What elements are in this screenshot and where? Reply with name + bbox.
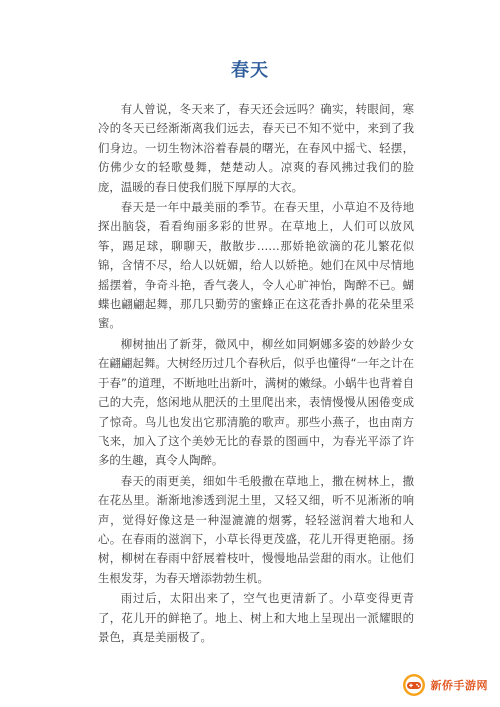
paragraph-5: 雨过后，太阳出来了，空气也更清新了。小草变得更青了，花儿开的鲜艳了。地上、树上和大地上呈现出一派耀眼的景色，真是美丽极了。 xyxy=(98,591,414,644)
game-controller-logo-icon xyxy=(401,673,427,697)
site-watermark xyxy=(398,671,495,699)
document-body xyxy=(98,100,414,648)
paragraph-1: 有人曾说，冬天来了，春天还会远吗？确实，转眼间，寒冷的冬天已经渐渐离我们远去，春天已不知不觉中，来到了我们身边。一切生物沐浴着春晨的曙光，在春风中摇弋、轻摆，仿佛少女的轻歌曼舞，楚楚动人。凉爽的春风拂过我们的脸庞，温暖的春日使我们脱下厚厚的大衣。 xyxy=(98,102,414,194)
paragraph-4: 春天的雨更美，细如牛毛般撒在草地上，撒在树林上，撒在花丛里。渐渐地渗透到泥土里，又轻又细，听不见淅淅的响声，觉得好像这是一种湿漉漉的烟雾，轻轻滋润着大地和人心。在春雨的滋润下，小草长得更茂盛，花儿开得更艳丽。扬树，柳树在春雨中舒展着枝叶，慢慢地品尝甜的雨水。让他们生根发芽，为春天增添勃勃生机。 xyxy=(98,473,414,585)
watermark-text: 新侨手游网 xyxy=(430,679,488,692)
paragraph-3: 柳树抽出了新芽，微风中，柳丝如同婀娜多姿的妙龄少女在翩翩起舞。大树经历过几个春秋后，似乎也懂得“一年之计在于春”的道理，不断地吐出新叶，满树的嫩绿。小蜗牛也背着自己的大壳，悠闲地从肥沃的土里爬出来，表情慢慢从困倦变成了惊奇。鸟儿也发出它那清脆的歌声。那些小燕子，也由南方飞来，加入了这个美妙无比的春景的图画中，为春光平添了许多的生趣，真令人陶醉。 xyxy=(98,336,414,468)
paragraph-2: 春天是一年中最美丽的季节。在春天里，小草迫不及待地探出脑袋，看看绚丽多彩的世界。在草地上，人们可以放风筝，踢足球，聊聊天，散散步……那娇艳欲滴的花儿繁花似锦，含情不尽，给人以妩媚，给人以娇艳。她们在风中尽情地摇摆着，争奇斗艳，香气袭人，令人心旷神怡，陶醉不已。蝴蝶也翩翩起舞，那几只勤劳的蜜蜂正在这花香扑鼻的花朵里采蜜。 xyxy=(98,200,414,331)
document-title: 春天 xyxy=(231,60,269,81)
